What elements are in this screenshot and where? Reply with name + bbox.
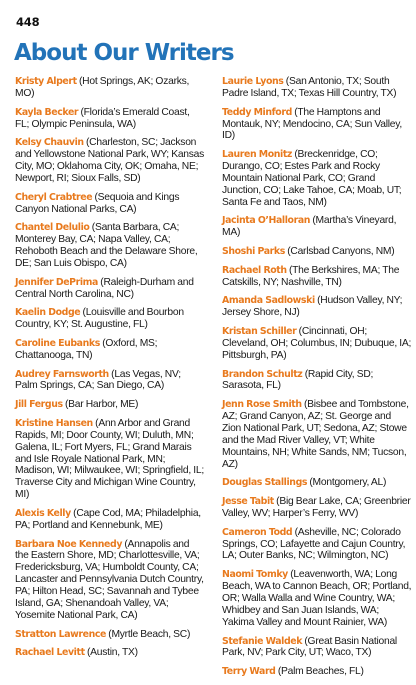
writer-places: (Montgomery, AL)	[309, 477, 387, 489]
writer-name: Cheryl Crabtree	[15, 191, 93, 203]
writer-entry	[15, 629, 205, 641]
writer-name: Stefanie Waldek	[222, 635, 303, 647]
writer-places: (Cincinnati, OH; Cleveland, OH; Columbus, IN; Dubuque, IA; Pittsburgh, PA)	[222, 325, 412, 361]
writer-places: (Santa Barbara, CA; Monterey Bay, CA; Napa Valley, CA; Rehoboth Beach and the Delaware Shore, DE; San Luis Obispo, CA)	[15, 222, 198, 269]
writer-name: Douglas Stallings	[222, 477, 308, 489]
writer-places: (Cape Cod, MA; Philadelphia, PA; Portland and Kennebunk, ME)	[15, 507, 201, 531]
writer-name: Laurie Lyons	[222, 76, 284, 87]
writer-name: Shoshi Parks	[222, 246, 285, 258]
writer-places: (Sequoia and Kings Canyon National Parks, CA)	[15, 191, 180, 215]
writer-places: (Bisbee and Tombstone, AZ; Grand Canyon, AZ; St. George and Zion National Park, UT; Sedona, AZ; Stowe and the Mad River Valley, VT; White Mountains, NH; White Sands, NM; Tucson, AZ)	[222, 399, 409, 470]
writer-places: (Ann Arbor and Grand Rapids, MI; Door County, WI; Duluth, MN; Galena, IL; Fort Myers, FL; Grand Marais and Isle Royale National Park, MN; Madison, WI; Milwaukee, WI; Springfield, IL; Traverse City and Michigan Wine Country, MI)	[15, 417, 204, 501]
writer-places: (Austin, TX)	[86, 647, 138, 659]
writer-entry	[15, 137, 205, 185]
writer-places: (Myrtle Beach, SC)	[108, 628, 191, 640]
writer-places: (Annapolis and the Eastern Shore, MD; Charlottesville, VA; Fredericksburg, VA; Humboldt County, CA; Lancaster and Pennsylvania Dutch Country, PA; Hilton Head, SC; Savannah and Tybee Island, GA; Shenandoah Valley, VA; Yosemite National Park, CA)	[15, 538, 204, 621]
writer-entry	[15, 369, 205, 393]
writer-name: Kristan Schiller	[222, 325, 297, 337]
writer-entry	[15, 76, 205, 100]
writer-entry	[222, 246, 412, 258]
writer-places: (Great Basin National Park, NV; Park City, UT; Waco, TX)	[222, 635, 397, 659]
writer-name: Jesse Tabit	[222, 496, 274, 508]
writer-name: Teddy Minford	[222, 106, 292, 118]
writer-entry	[15, 647, 205, 659]
writer-places: (Carlsbad Canyons, NM)	[287, 246, 395, 258]
writer-entry	[222, 369, 412, 393]
writer-places: (Hot Springs, AK; Ozarks, MO)	[15, 76, 190, 99]
writer-name: Audrey Farnsworth	[15, 368, 109, 380]
writer-entry	[15, 107, 205, 131]
writer-name: Jennifer DePrima	[15, 276, 98, 288]
writer-entry	[222, 636, 412, 660]
writer-places: (The Berkshires, MA; The Catskills, NY; Nashville, TN)	[222, 264, 400, 288]
writer-name: Terry Ward	[222, 666, 276, 678]
writer-name: Cameron Todd	[222, 526, 293, 538]
writer-entry	[15, 508, 205, 532]
writer-places: (Asheville, NC; Colorado Springs, CO; Lafayette and Cajun Country, LA; Outer Banks, NC; Wilmington, NC)	[222, 526, 406, 562]
writer-entry	[15, 307, 205, 331]
writer-name: Kelsy Chauvin	[15, 137, 84, 149]
writer-name: Alexis Kelly	[15, 507, 71, 519]
writer-name: Chantel Delulio	[15, 222, 90, 234]
writer-entry	[222, 215, 412, 239]
writer-name: Rachael Roth	[222, 264, 287, 276]
writer-entry	[222, 76, 412, 100]
writer-places: (Rapid City, SD; Sarasota, FL)	[222, 368, 374, 392]
writers-column-right	[222, 76, 412, 685]
writer-name: Rachael Levitt	[15, 647, 85, 659]
writer-entry	[222, 496, 412, 520]
writers-column-left	[15, 76, 205, 666]
writer-entry	[15, 222, 205, 270]
writer-name: Kaelin Dodge	[15, 307, 81, 319]
writer-entry	[15, 277, 205, 301]
writer-places: (Oxford, MS; Chattanooga, TN)	[15, 337, 158, 361]
writer-name: Lauren Monitz	[222, 149, 292, 161]
writer-places: (Martha’s Vineyard, MA)	[222, 215, 397, 239]
writer-entry	[222, 149, 412, 209]
writer-entry	[222, 527, 412, 563]
writer-places: (San Antonio, TX; South Padre Island, TX; Texas Hill Country, TX)	[222, 76, 397, 99]
writer-places: (Raleigh-Durham and Central North Carolina, NC)	[15, 276, 194, 300]
page-title: About Our Writers	[14, 40, 234, 66]
writer-name: Naomi Tomky	[222, 569, 288, 581]
writer-places: (Louisville and Bourbon Country, KY; St. Augustine, FL)	[15, 307, 184, 331]
writer-entry	[222, 569, 412, 629]
writer-entry	[222, 666, 412, 678]
page-number: 448	[16, 15, 40, 29]
writer-entry	[15, 418, 205, 501]
writer-places: (Leavenworth, WA; Long Beach, WA to Cannon Beach, OR; Portland, OR; Walla Walla and Wine Country, WA; Whidbey and San Juan Islands, WA; Yakima Valley and Mount Rainier, WA)	[222, 569, 412, 628]
writer-name: Kristy Alpert	[15, 76, 77, 87]
writer-places: (Bar Harbor, ME)	[64, 399, 139, 411]
writer-name: Barbara Noe Kennedy	[15, 538, 123, 550]
writer-name: Stratton Lawrence	[15, 628, 106, 640]
writer-name: Kayla Becker	[15, 106, 79, 118]
writer-name: Brandon Schultz	[222, 368, 303, 380]
writer-entry	[15, 399, 205, 411]
writer-name: Kristine Hansen	[15, 417, 93, 429]
writer-name: Jacinta O’Halloran	[222, 215, 311, 227]
writer-name: Jill Fergus	[15, 399, 63, 411]
writer-places: (Hudson Valley, NY; Jersey Shore, NJ)	[222, 295, 403, 319]
writer-places: (Las Vegas, NV; Palm Springs, CA; San Diego, CA)	[15, 368, 181, 392]
writer-places: (Palm Beaches, FL)	[277, 666, 364, 678]
writer-name: Amanda Sadlowski	[222, 295, 315, 307]
writer-name: Jenn Rose Smith	[222, 399, 302, 411]
writer-places: (Breckenridge, CO; Durango, CO; Estes Park and Rocky Mountain National Park, CO; Grand Junction, CO; Lake Tahoe, CA; Moab, UT; Santa Fe and Taos, NM)	[222, 149, 402, 208]
writer-entry	[15, 539, 205, 622]
writer-places: (Florida’s Emerald Coast, FL; Olympic Peninsula, WA)	[15, 106, 190, 130]
writer-entry	[15, 192, 205, 216]
writer-entry	[15, 338, 205, 362]
writer-entry	[222, 399, 412, 470]
writer-entry	[222, 326, 412, 362]
writer-places: (Big Bear Lake, CA; Greenbrier Valley, WV; Harper’s Ferry, WV)	[222, 496, 411, 519]
writer-name: Caroline Eubanks	[15, 337, 100, 349]
writer-entry	[222, 107, 412, 143]
writer-entry	[222, 265, 412, 289]
writer-entry	[222, 295, 412, 319]
writer-places: (Charleston, SC; Jackson and Yellowstone National Park, WY; Kansas City, MO; Oklahoma City, OK; Omaha, NE; Newport, RI; Sioux Falls, SD)	[15, 137, 205, 184]
writer-places: (The Hamptons and Montauk, NY; Mendocino, CA; Sun Valley, ID)	[222, 106, 403, 142]
writer-entry	[222, 477, 412, 489]
